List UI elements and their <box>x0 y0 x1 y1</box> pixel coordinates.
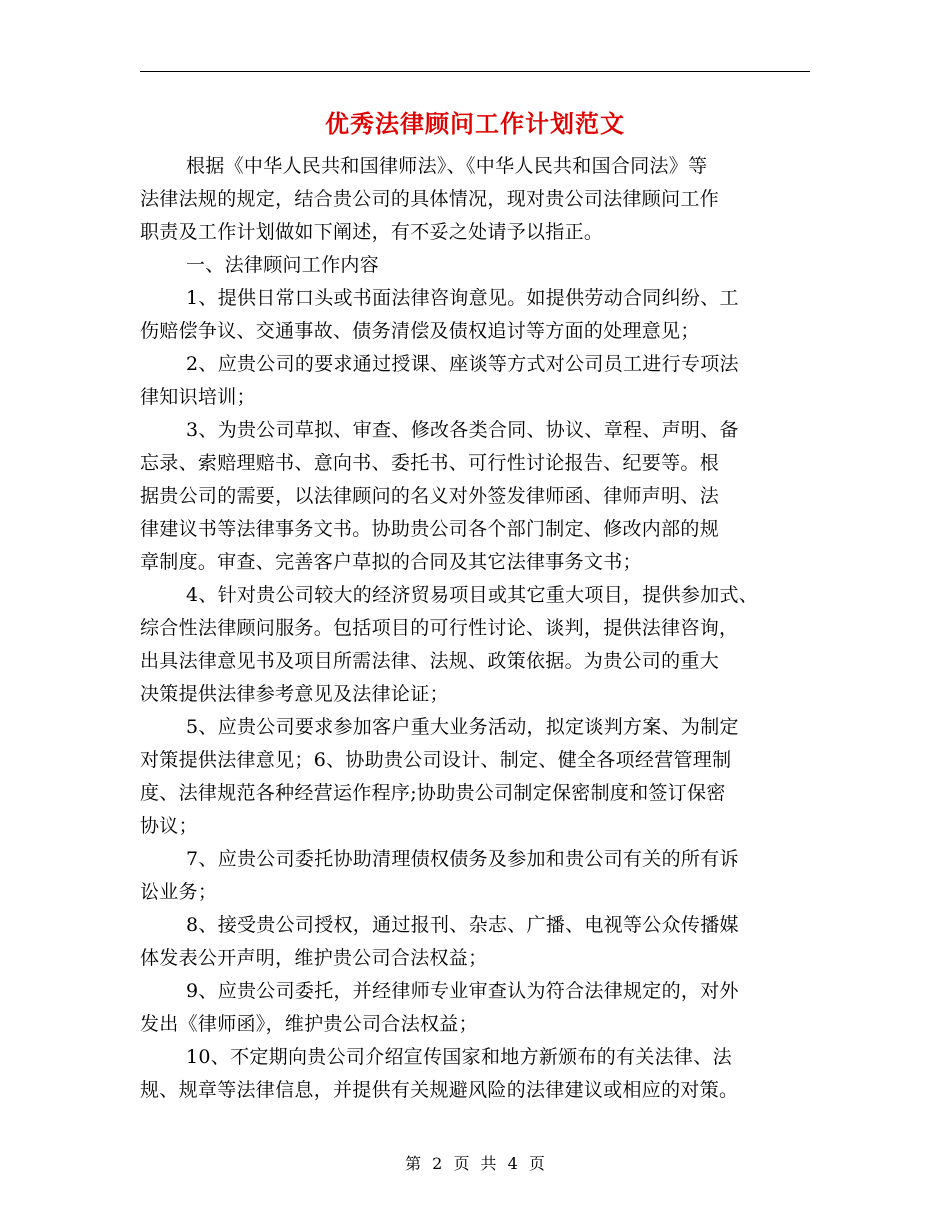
document-title: 优秀法律顾问工作计划范文 <box>325 109 625 138</box>
list-item-line: 8、接受贵公司授权，通过报刊、杂志、广播、电视等公众传播媒 <box>186 914 739 936</box>
document-body <box>140 150 820 1107</box>
list-item-line: 讼业务； <box>140 881 218 903</box>
list-item-line: 律建议书等法律事务文书。协助贵公司各个部门制定、修改内部的规 <box>140 518 720 540</box>
list-item-line: 发出《律师函》，维护贵公司合法权益； <box>140 1013 478 1035</box>
section-heading: 一、法律顾问工作内容 <box>186 254 380 276</box>
list-item-line: 7、应贵公司委托协助清理债权债务及参加和贵公司有关的所有诉 <box>186 848 739 870</box>
paragraph-line: 职责及工作计划做如下阐述，有不妥之处请予以指正。 <box>140 221 604 243</box>
list-item-line: 度、法律规范各种经营运作程序;协助贵公司制定保密制度和签订保密 <box>140 782 726 804</box>
page-number-footer: 第 2 页 共 4 页 <box>405 1154 545 1173</box>
list-item-line: 忘录、索赔理赔书、意向书、委托书、可行性讨论报告、纪要等。根 <box>140 452 720 474</box>
list-item-line: 9、应贵公司委托，并经律师专业审查认为符合法律规定的，对外 <box>186 980 739 1002</box>
list-item-line: 律知识培训； <box>140 386 256 408</box>
list-item-line: 10、不定期向贵公司介绍宣传国家和地方新颁布的有关法律、法 <box>186 1046 732 1068</box>
list-item-line: 章制度。审查、完善客户草拟的合同及其它法律事务文书； <box>140 551 642 573</box>
list-item-line: 伤赔偿争议、交通事故、债务清偿及债权追讨等方面的处理意见； <box>140 320 700 342</box>
list-item-line: 5、应贵公司要求参加客户重大业务活动，拟定谈判方案、为制定 <box>186 716 739 738</box>
list-item-line: 对策提供法律意见；6、协助贵公司设计、制定、健全各项经营管理制 <box>140 749 732 771</box>
paragraph-line: 法律法规的规定，结合贵公司的具体情况，现对贵公司法律顾问工作 <box>140 188 720 210</box>
list-item-line: 2、应贵公司的要求通过授课、座谈等方式对公司员工进行专项法 <box>186 353 739 375</box>
list-item-line: 规、规章等法律信息，并提供有关规避风险的法律建议或相应的对策。 <box>140 1079 739 1101</box>
list-item-line: 决策提供法律参考意见及法律论证； <box>140 683 449 705</box>
list-item-line: 协议； <box>140 815 198 837</box>
list-item-line: 体发表公开声明，维护贵公司合法权益； <box>140 947 488 969</box>
header-rule <box>140 71 810 72</box>
list-item-line: 出具法律意见书及项目所需法律、法规、政策依据。为贵公司的重大 <box>140 650 720 672</box>
list-item-line: 4、针对贵公司较大的经济贸易项目或其它重大项目，提供参加式、 <box>186 584 759 606</box>
list-item-line: 综合性法律顾问服务。包括项目的可行性讨论、谈判，提供法律咨询， <box>140 617 739 639</box>
list-item-line: 据贵公司的需要，以法律顾问的名义对外签发律师函、律师声明、法 <box>140 485 720 507</box>
list-item-line: 3、为贵公司草拟、审查、修改各类合同、协议、章程、声明、备 <box>186 419 739 441</box>
paragraph-line: 根据《中华人民共和国律师法》、《中华人民共和国合同法》等 <box>186 155 708 177</box>
list-item-line: 1、提供日常口头或书面法律咨询意见。如提供劳动合同纠纷、工 <box>186 287 739 309</box>
